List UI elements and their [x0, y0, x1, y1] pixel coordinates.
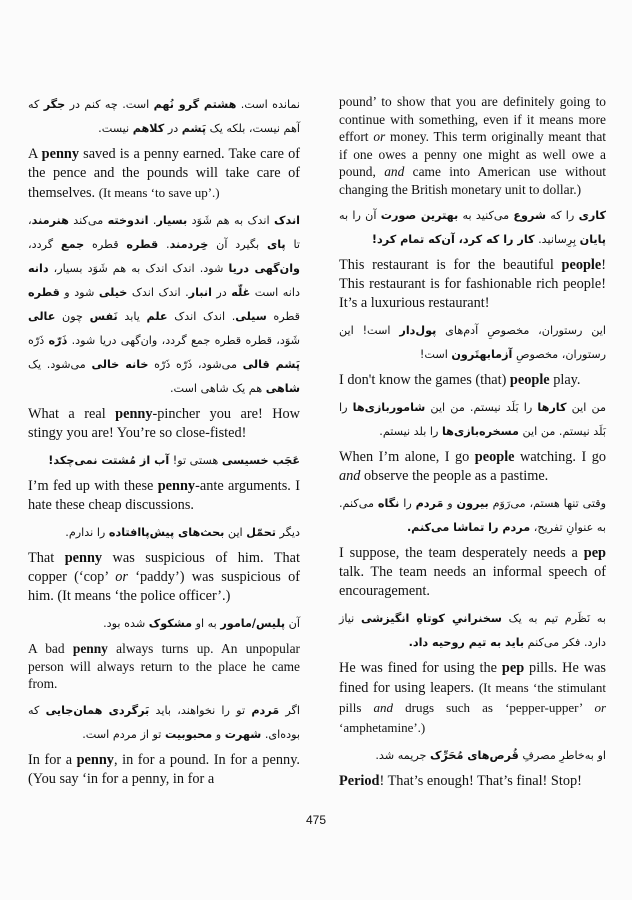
persian-paragraph: این رستوران، مخصوصِ آدم‌های پول‌دار است! این رستوران، مخصوصِ آزمابهتَرون است!	[339, 324, 606, 361]
english-paragraph: A penny saved is a penny earned. Take care of the pence and the pounds will take care of themselves. (It means ‘to save up’.)	[28, 146, 300, 201]
english-paragraph: What a real penny-pincher you are! How stingy you are! You’re so close-fisted!	[28, 406, 300, 441]
english-paragraph: When I’m alone, I go people watching. I go and observe the people as a pastime.	[339, 449, 607, 484]
english-paragraph: I’m fed up with these penny-ante arguments. I hate these cheap discussions.	[28, 478, 300, 513]
left-column	[28, 93, 300, 795]
english-paragraph: I don't know the games (that) people play.	[339, 372, 581, 388]
page-number: 475	[305, 813, 327, 827]
english-paragraph: He was fined for using the pep pills. He was fined for using leapers. (It means ‘the stimulant pills and drugs such as ‘pepper-upper’ or ‘amphetamine’.)	[339, 660, 606, 735]
english-paragraph: pound’ to show that you are definitely going to continue with something, even if it means more effort or money. This term originally meant that if one owes a penny one might as well owe a pound, and came into American use without changing the British monetary unit to dollar.)	[339, 94, 606, 197]
persian-paragraph: او به‌خاطرِ مصرفِ قُرص‌های مُحَرِّک جریمه شد.	[375, 749, 606, 762]
english-paragraph: A bad penny always turns up. An unpopular person will always return to the place he came from.	[28, 641, 300, 691]
persian-paragraph: عَجَب خسیسی هستی تو! آب از مُشتت نمی‌چکد!	[48, 454, 300, 467]
english-paragraph: I suppose, the team desperately needs a pep talk. The team needs an informal speech of encouragement.	[339, 545, 606, 599]
english-paragraph: This restaurant is for the beautiful people! This restaurant is for fashionable rich people! It’s a luxurious restaurant!	[339, 257, 606, 311]
persian-paragraph: دیگر تحمّل این بحث‌های پیش‌پاافتاده را ندارم.	[65, 526, 300, 539]
persian-paragraph: وقتی تنها هستم، می‌رَوَم بیرون و مَردم را نگاه می‌کنم. به عنوانِ تفریح، مردم را تماشا می‌کنم.	[339, 497, 607, 534]
persian-paragraph: اگر مَردم تو را نخواهند، باید بَرگردی همان‌جایی که بوده‌ای. شهرت و محبوبیت تو از مردم است.	[28, 703, 300, 741]
right-column	[339, 93, 606, 797]
persian-paragraph: نمانده است. هشتم گرو نُهم است. چه کنم در جگر که آهم نیست، بلکه یک پَشم در کلاهم نیست.	[28, 98, 300, 135]
persian-paragraph: به نَظَرم تیم به یک سخنرانیِ کوتاهِ انگیزشی نیاز دارد. فکر می‌کنم باید به تیم روحیه داد.	[339, 612, 606, 649]
english-paragraph: That penny was suspicious of him. That copper (‘cop’ or ‘paddy’) was suspicious of him. (It means ‘the police officer’.)	[28, 550, 300, 604]
persian-paragraph: من این کارها را بَلَد نیستم. من این شاموربازی‌ها را بَلَد نیستم. من این مسخره‌بازی‌ها را بلد نیستم.	[339, 401, 607, 438]
persian-paragraph: اندک اندک به هم شَوَد بسیار. اندوخته می‌کند هنرمند، تا پای بگیرد آن خِردمند. قطره قطره جمع گردد، وان‌گهی دریا شود. اندک اندک به هم شَوَد بسیار، دانه دانه است غلّه در انبار. اندک اندک خیلی شود و قطره قطره سیلی. اندک اندک علم یابد نَفس چون عالی شَوَد، قطره قطره جمع گردد، وان‌گهی دریا شود. ذَرّه ذَرّه پَشم قالی می‌شود، ذَرّه ذَرّه خانه خالی می‌شود. یک شاهی هم یک شاهی است.	[28, 214, 301, 395]
persian-paragraph: کاری را که شروع می‌کنید به بهترین صورت آن را به پایان بِرِسانید. کار را که کرد، آن‌که تمام کرد!	[339, 209, 606, 246]
persian-paragraph: آن پلیس/مامور به او مشکوک شده بود.	[103, 617, 300, 630]
english-paragraph: In for a penny, in for a pound. In for a penny. (You say ‘in for a penny, in for a	[28, 751, 300, 787]
english-paragraph: Period! That’s enough! That’s final! Stop!	[339, 773, 582, 789]
